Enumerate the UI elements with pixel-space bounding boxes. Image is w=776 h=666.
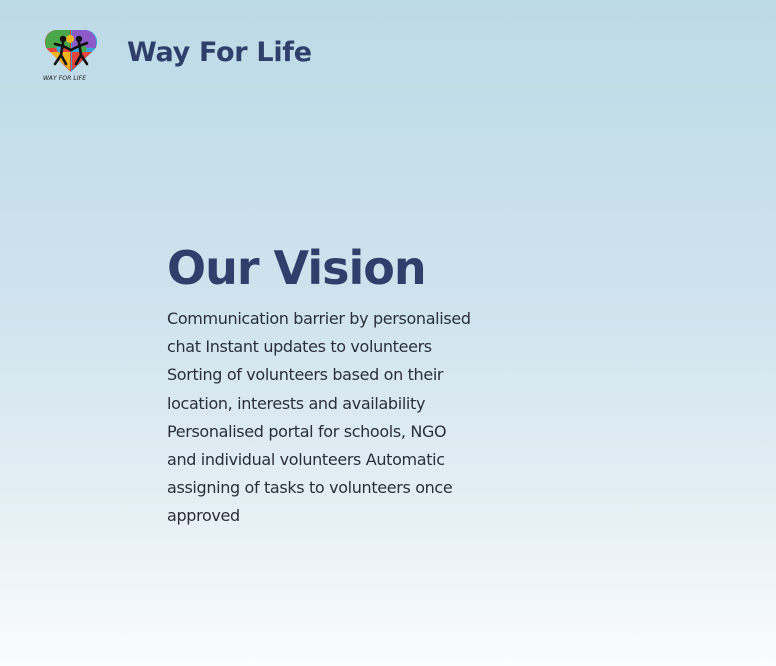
puzzle-heart-logo-icon <box>42 26 100 74</box>
vision-section <box>167 238 487 531</box>
page-title: Our Vision <box>167 241 426 295</box>
logo-caption: WAY FOR LIFE <box>43 75 87 82</box>
site-header <box>42 26 312 82</box>
vision-description: Communication barrier by personalised chat Instant updates to volunteers Sorting of volunteers based on their location, interests and availability Personalised portal for schools, NGO and individual volunteers Automatic assigning of tasks to volunteers once approved <box>167 309 471 526</box>
brand-name[interactable]: Way For Life <box>127 36 312 68</box>
logo[interactable] <box>42 26 100 82</box>
